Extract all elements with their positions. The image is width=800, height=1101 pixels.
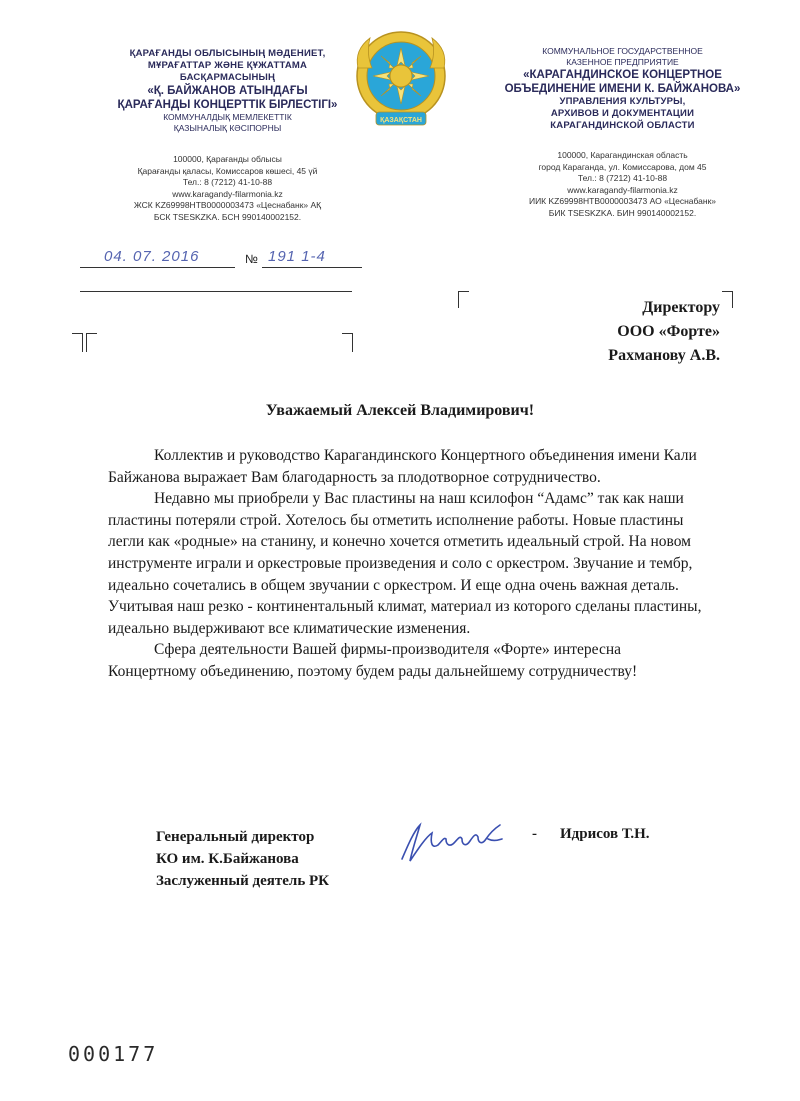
outgoing-number: 191 1-4: [268, 248, 326, 265]
reference-blank-line: [80, 291, 352, 292]
recipient-block: [560, 296, 720, 368]
right-bik: БИК TSESKZKA. БИН 990140002152.: [548, 207, 697, 218]
date-underline: [80, 267, 235, 268]
right-type-line-1: КОММУНАЛЬНОЕ ГОСУДАРСТВЕННОЕ: [542, 46, 703, 56]
left-dept-line-3: БАСҚАРМАСЫНЫҢ: [179, 72, 276, 83]
right-website: www.karagandy-filarmonia.kz: [567, 184, 678, 195]
left-org-name-1: «Қ. БАЙЖАНОВ АТЫНДАҒЫ: [147, 85, 308, 97]
state-emblem-icon: [352, 28, 450, 130]
signature-dash: -: [532, 826, 537, 842]
right-address-2: город Караганда, ул. Комиссарова, дом 45: [538, 161, 707, 172]
right-org-name-2: ОБЪЕДИНЕНИЕ ИМЕНИ К. БАЙЖАНОВА»: [504, 83, 741, 95]
right-phone: Тел.: 8 (7212) 41-10-88: [577, 173, 668, 183]
left-address-1: 100000, Қарағанды облысы: [173, 154, 282, 164]
letter-body: [108, 445, 708, 683]
signatory-title-2: КО им. К.Байжанова: [156, 851, 299, 867]
salutation: Уважаемый Алексей Владимирович!: [265, 402, 535, 419]
left-dept-line-2: МҰРАҒАТТАР ЖӘНЕ ҚҰЖАТТАМА: [147, 60, 308, 71]
left-website: www.karagandy-filarmonia.kz: [172, 188, 283, 199]
body-paragraph-1: Коллектив и руководство Карагандинского Концертного объединения имени Кали Байжанова выражает Вам благодарность за плодотворное сотрудничество.: [108, 447, 697, 486]
corner-mark-left-b: [86, 333, 97, 352]
left-phone: Тел.: 8 (7212) 41-10-88: [182, 177, 273, 187]
recipient-name: Рахманову А.В.: [608, 347, 720, 364]
signatory-title-1: Генеральный директор: [156, 829, 315, 845]
number-sign: №: [245, 252, 258, 266]
corner-mark-left-a: [72, 333, 83, 352]
right-type-line-2: КАЗЕННОЕ ПРЕДПРИЯТИЕ: [566, 57, 679, 67]
right-org-name-1: «КАРАГАНДИНСКОЕ КОНЦЕРТНОЕ: [523, 69, 722, 81]
recipient-company: ООО «Форте»: [617, 323, 720, 340]
left-type-line-1: КОММУНАЛДЫҚ МЕМЛЕКЕТТІК: [163, 112, 292, 122]
recipient-position: Директору: [642, 299, 720, 316]
corner-mark-right-a: [458, 291, 469, 308]
right-dept-line-1: УПРАВЛЕНИЯ КУЛЬТУРЫ,: [559, 96, 686, 107]
right-dept-line-3: КАРАГАНДИНСКОЙ ОБЛАСТИ: [550, 120, 695, 131]
right-address-1: 100000, Карагандинская область: [557, 150, 688, 160]
right-dept-line-2: АРХИВОВ И ДОКУМЕНТАЦИИ: [550, 108, 695, 119]
left-dept-line-1: ҚАРАҒАНДЫ ОБЛЫСЫНЫҢ МӘДЕНИЕТ,: [129, 48, 326, 59]
signer-name: Идрисов Т.Н.: [560, 826, 650, 842]
left-address-2: Қарағанды қаласы, Комиссаров көшесі, 45 үй: [137, 165, 318, 176]
document-serial-number: 000177: [68, 1042, 159, 1066]
outgoing-date: 04. 07. 2016: [104, 248, 200, 265]
signatory-title-3: Заслуженный деятель РК: [156, 873, 330, 889]
right-account: ИИК KZ69998НТВ0000003473 АО «Цеснабанк»: [528, 196, 717, 206]
corner-mark-left-c: [342, 333, 353, 352]
left-letterhead: [85, 48, 370, 223]
handwritten-signature: [396, 815, 516, 869]
number-underline: [262, 267, 362, 268]
body-paragraph-3: Сфера деятельности Вашей фирмы-производителя «Форте» интересна Концертному объединению, поэтому будем рады дальнейшему сотрудничеству!: [108, 641, 638, 680]
emblem-ribbon-text: ҚАЗАҚСТАН: [380, 117, 422, 124]
signatory-title-block: [156, 826, 416, 892]
body-paragraph-2: Недавно мы приобрели у Вас пластины на наш ксилофон “Адамс” так как наши пластины потеряли строй. Хотелось бы отметить исполнение работы. Новые пластины легли как «родные» на станину, и конечно хочется отметить идеальный строй. На новом инструменте играли и оркестровые произведения и соло с оркестром. Звучание и тембр, идеально сочетались в общем звучании с оркестром. И еще одна очень важная деталь. Учитывая наш резко - континентальный климат, материал из которого сделаны пластины, идеально выдерживают все климатические изменения.: [108, 490, 702, 637]
right-letterhead: [470, 46, 775, 219]
left-bik: БСК TSESKZKA. БСН 990140002152.: [153, 211, 302, 222]
left-type-line-2: ҚАЗЫНАЛЫҚ КӘСІПОРНЫ: [173, 123, 282, 133]
left-account: ЖСК KZ69998НТВ0000003473 «Цеснабанк» АҚ: [133, 200, 322, 210]
reference-line: [80, 248, 362, 270]
left-org-name-2: ҚАРАҒАНДЫ КОНЦЕРТТІК БІРЛЕСТІГІ»: [117, 99, 338, 111]
corner-mark-right-b: [722, 291, 733, 308]
